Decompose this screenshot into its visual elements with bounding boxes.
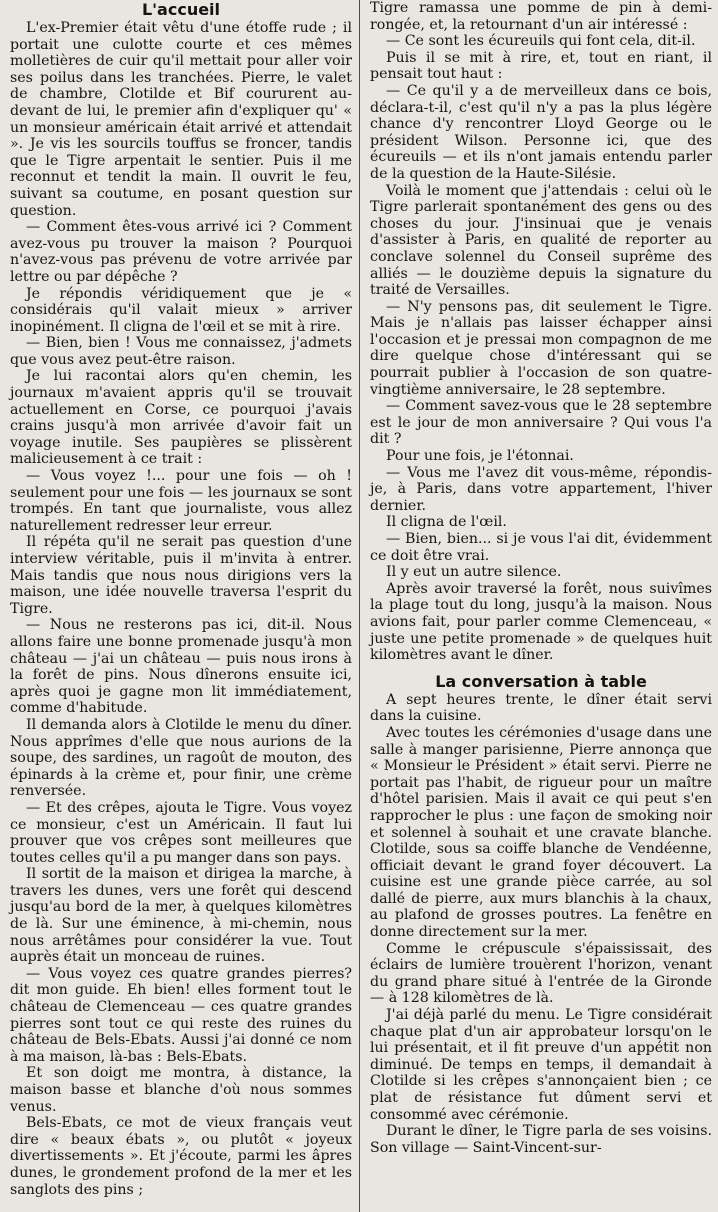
paragraph: Je lui racontai alors qu'en chemin, les journaux m'avaient appris qu'il se trouvait actuellement en Corse, ce pourquoi j'avais crains jusqu'à mon arrivée d'avoir fait un voyage inutile. Ses paupières se plissèrent malicieusement à ce trait : (10, 368, 352, 468)
paragraph: — Nous ne resterons pas ici, dit-il. Nous allons faire une bonne promenade jusqu'à mon château — j'ai un château — puis nous irons à la forêt de pins. Nous dînerons ensuite ici, après quoi je gagne mon lit immédiatement, comme d'habitude. (10, 617, 352, 717)
paragraph: Comme le crépuscule s'épaississait, des éclairs de lumière trouèrent l'horizon, venant du grand phare situé à l'entrée de la Gironde — à 128 kilomètres de là. (370, 940, 712, 1007)
paragraph: Il y eut un autre silence. (386, 564, 562, 581)
paragraph: Après avoir traversé la forêt, nous suivîmes la plage tout du long, jusqu'à la maison. Nous avions fait, pour parler comme Clemenceau, « juste une petite promenade » de quelques huit kilomètres avant le dîner. (370, 580, 712, 664)
paragraph: Je répondis véridiquement que je « considérais qu'il valait mieux » arriver inopinément. Il cligna de l'œil et se mit à rire. (10, 285, 352, 335)
right-column (364, 0, 714, 1156)
column-divider (359, 0, 360, 1212)
section-heading-conversation: La conversation à table (435, 671, 647, 691)
paragraph: Avec toutes les cérémonies d'usage dans une salle à manger parisienne, Pierre annonça que « Monsieur le Président » était servi. Pierre ne portait pas l'habit, de rigueur pour un maître d'hôtel parisien. Mais il avait ce qui peut s'en rapprocher le plus : une façon de smoking noir et solennel à souhait et une cravate blanche. Clotilde, sous sa coiffe blanche de Vendéenne, officiait devant le grand foyer découvert. La cuisine est une grande pièce carrée, au sol dallé de pierre, aux murs blanchis à la chaux, au plafond de grosses poutres. La fenêtre en donne directement sur la mer. (370, 724, 712, 941)
paragraph: Puis il se mit à rire, et, tout en riant, il pensait tout haut : (370, 49, 712, 83)
paragraph: Il demanda alors à Clotilde le menu du dîner. Nous apprîmes d'elle que nous aurions de la soupe, des sardines, un ragoût de mouton, des épinards à la crème et, pour finir, une crème renversée. (10, 716, 352, 800)
paragraph: — Et des crêpes, ajouta le Tigre. Vous voyez ce monsieur, c'est un Américain. Il faut lui prouver que vos crêpes sont meilleures que toutes celles qu'il a pu manger dans son pays. (10, 799, 352, 866)
paragraph-continued: Tigre ramassa une pomme de pin à demi-rongée, et, la retournant d'un air intéressé : (370, 0, 712, 33)
paragraph: Il sortit de la maison et dirigea la marche, à travers les dunes, vers une forêt qui descend jusqu'au bord de la mer, à quelques kilomètres de là. Sur une éminence, à mi-chemin, nous nous arrêtâmes pour considérer la vue. Tout auprès était un monceau de ruines. (10, 866, 352, 966)
paragraph: Et son doigt me montra, à distance, la maison basse et blanche d'où nous sommes venus. (10, 1065, 352, 1115)
section-heading-accueil: L'accueil (141, 0, 221, 19)
paragraph: Bels-Ebats, ce mot de vieux français veut dire « beaux ébats », ou plutôt « joyeux divertissements ». Et j'écoute, parmi les âpres dunes, le grondement profond de la mer et les sanglots des pins ; (10, 1115, 352, 1198)
paragraph: Il répéta qu'il ne serait pas question d'une interview véritable, puis il m'invita à entrer. Mais tandis que nous nous dirigions vers la maison, une idée nouvelle traversa l'esprit du Tigre. (10, 534, 352, 617)
paragraph: J'ai déjà parlé du menu. Le Tigre considérait chaque plat d'un air approbateur lorsqu'on le lui présentait, et il fit preuve d'un appétit non diminué. De temps en temps, il demandait à Clotilde si les crêpes s'annonçaient bien ; ce plat de résistance fut dûment servi et consommé avec cérémonie. (370, 1007, 712, 1123)
paragraph: Pour une fois, je l'étonnai. (386, 448, 574, 465)
paragraph: — Vous voyez !... pour une fois — oh ! seulement pour une fois — les journaux se sont trompés. En tant que journaliste, vous allez naturellement redresser leur erreur. (10, 468, 352, 534)
paragraph: — Ce sont les écureuils qui font cela, dit-il. (386, 33, 696, 50)
paragraph: Durant le dîner, le Tigre parla de ses voisins. Son village — Saint-Vincent-sur- (370, 1123, 712, 1156)
paragraph: — Bien, bien... si je vous l'ai dit, évidemment ce doit être vrai. (370, 531, 712, 564)
paragraph: L'ex-Premier était vêtu d'une étoffe rude ; il portait une culotte courte et ces mêmes molletières de cuir qu'il mettait pour aller voir ses poilus dans les tranchées. Pierre, le valet de chambre, Clotilde et Bif coururent au-devant de lui, le premier afin d'expliquer qu' « un monsieur américain était arrivé et attendait ». Je vis les sourcils touffus se froncer, tandis que le Tigre arpentait le sentier. Puis il me reconnut et tendit la main. Il ouvrit le feu, suivant sa coutume, en posant question sur question. (10, 20, 352, 219)
paragraph: Il cligna de l'œil. (386, 514, 507, 531)
paragraph: — N'y pensons pas, dit seulement le Tigre. Mais je n'allais pas laisser échapper ainsi l'occasion et je pressai mon compagnon de me dire quelque chose d'intéressant qui se pourrait publier à l'occasion de son quatre-vingtième anniversaire, le 28 septembre. (370, 298, 712, 398)
paragraph: — Comment êtes-vous arrivé ici ? Comment avez-vous pu trouver la maison ? Pourquoi n'avez-vous pas prévenu de votre arrivée par lettre ou par dépêche ? (10, 219, 352, 285)
paragraph: A sept heures trente, le dîner était servi dans la cuisine. (370, 691, 712, 725)
paragraph: Voilà le moment que j'attendais : celui où le Tigre parlerait spontanément des gens ou des choses du jour. J'insinuai que je venais d'assister à Paris, en qualité de reporter au conclave solennel du Conseil suprême des alliés — le douzième depuis la signature du traité de Versailles. (370, 182, 712, 299)
paragraph: — Comment savez-vous que le 28 septembre est le jour de mon anniversaire ? Qui vous l'a dit ? (370, 398, 712, 448)
paragraph: — Vous me l'avez dit vous-même, répondis-je, à Paris, dans votre appartement, l'hiver dernier. (370, 464, 712, 514)
paragraph: — Ce qu'il y a de merveilleux dans ce bois, déclara-t-il, c'est qu'il n'y a pas la plus légère chance d'y rencontrer Lloyd George ou le président Wilson. Personne ici, que des écureuils — et ils n'ont jamais entendu parler de la question de la Haute-Silésie. (370, 82, 712, 182)
paragraph: — Vous voyez ces quatre grandes pierres? dit mon guide. Eh bien! elles forment tout le château de Clemenceau — ces quatre grandes pierres sont tout ce qui reste des ruines du château de Bels-Ebats. Aussi j'ai donné ce nom à ma maison, là-bas : Bels-Ebats. (10, 965, 352, 1065)
left-column (8, 0, 356, 1198)
paragraph: — Bien, bien ! Vous me connaissez, j'admets que vous avez peut-être raison. (10, 335, 352, 368)
